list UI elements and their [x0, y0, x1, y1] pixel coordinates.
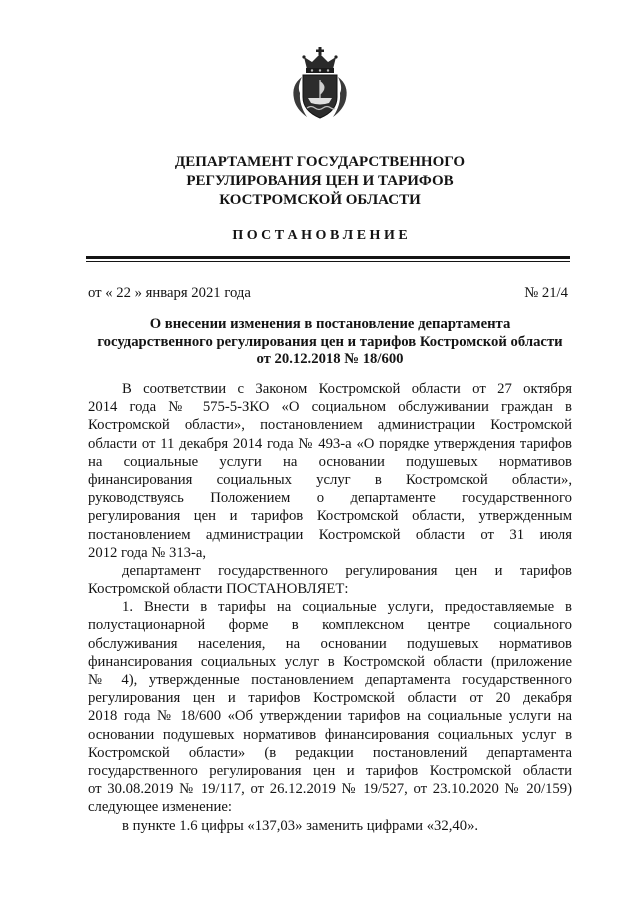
body-line: финансирования социальных услуг в Костромской области»,	[88, 471, 572, 488]
department-header	[0, 153, 640, 210]
document-body	[88, 380, 572, 835]
document-type: П О С Т А Н О В Л Е Н И Е	[232, 228, 408, 243]
body-line: государственного регулирования цен и тарифов Костромской области	[88, 762, 572, 779]
department-line: ДЕПАРТАМЕНТ ГОСУДАРСТВЕННОГО	[174, 154, 466, 170]
body-line: 2012 года № 313-а,	[88, 544, 207, 561]
crown-shape	[302, 47, 337, 73]
body-line: основании подушевых нормативов финансирования социальных услуг в	[88, 726, 572, 743]
body-line: № 4), утвержденные постановлением департамента государственного	[88, 672, 572, 688]
body-line: 1. Внести в тарифы на социальные услуги, предоставляемые в	[122, 599, 572, 616]
body-line: руководствуясь Положением о департаменте государственного	[88, 490, 572, 507]
body-line: Костромской области» (в редакции постановлений департамента	[88, 744, 572, 761]
body-line: области от 11 декабря 2014 года № 493-а «О порядке утверждения тарифов	[88, 435, 572, 452]
body-line: обслуживания населения, на основании подушевых нормативов	[88, 635, 572, 652]
department-line: РЕГУЛИРОВАНИЯ ЦЕН И ТАРИФОВ	[186, 173, 454, 189]
coat-of-arms-emblem	[285, 47, 355, 123]
body-line: полустационарной форме в комплексном центре социального	[88, 617, 572, 634]
body-line: 2018 года № 18/600 «Об утверждении тарифов на социальные услуги на	[88, 708, 572, 725]
body-line: следующее изменение:	[88, 799, 232, 816]
document-meta	[88, 284, 568, 302]
body-line: от 30.08.2019 № 19/117, от 26.12.2019 № 19/527, от 23.10.2020 № 20/159)	[88, 781, 572, 798]
body-line: в пункте 1.6 цифры «137,03» заменить цифрами «32,40».	[122, 817, 479, 834]
body-line: регулирования цен и тарифов Костромской области от 20 декабря	[88, 690, 572, 707]
document-date: от « 22 » января 2021 года	[88, 285, 251, 301]
body-line: финансирования социальных услуг в Костромской области (приложение	[88, 653, 572, 670]
body-line: департамент государственного регулирования цен и тарифов	[122, 562, 572, 579]
header-divider-thin	[86, 261, 570, 262]
document-title	[88, 316, 572, 369]
body-line: Костромской области ПОСТАНОВЛЯЕТ:	[88, 581, 349, 598]
body-line: Костромской области», постановлением администрации Костромской	[88, 417, 572, 434]
body-line: регулирования цен и тарифов Костромской области, утвержденным	[88, 508, 572, 525]
body-line: на социальные услуги на основании подушевых нормативов	[88, 453, 572, 470]
title-line: от 20.12.2018 № 18/600	[256, 351, 404, 367]
body-line: 2014 года № 575-5-ЗКО «О социальном обслуживании граждан в	[88, 399, 572, 416]
title-line: государственного регулирования цен и тарифов Костромской области	[97, 333, 563, 350]
department-line: КОСТРОМСКОЙ ОБЛАСТИ	[219, 192, 421, 208]
body-line: В соответствии с Законом Костромской области от 27 октября	[122, 381, 572, 397]
body-line: постановлением администрации Костромской области от 31 июля	[88, 526, 572, 543]
title-line: О внесении изменения в постановление департамента	[149, 316, 511, 332]
document-number: № 21/4	[524, 285, 568, 301]
header-divider-thick	[86, 256, 570, 259]
